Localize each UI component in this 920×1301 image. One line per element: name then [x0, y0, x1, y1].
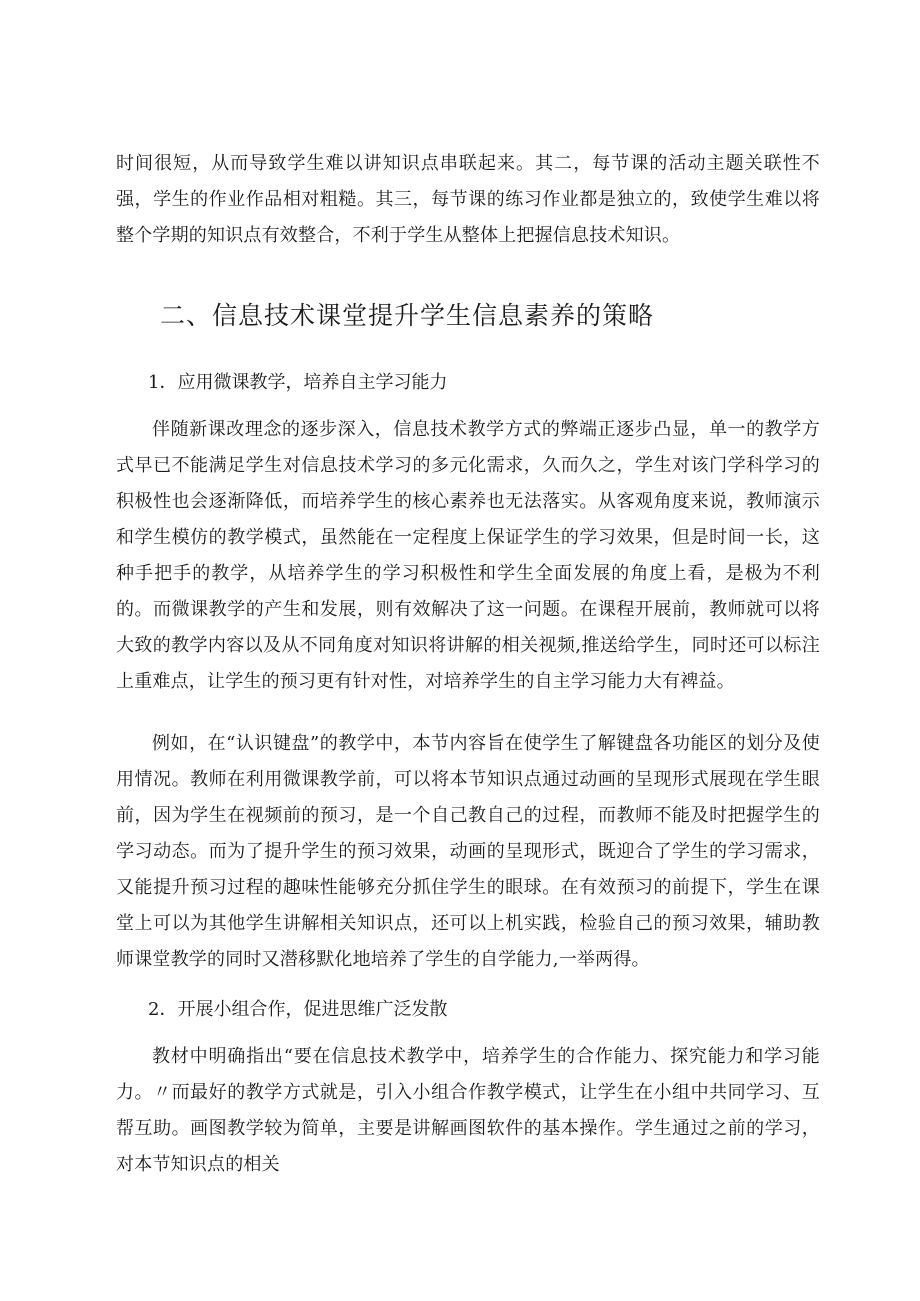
subsection-2-title: 2．开展小组合作，促进思维广泛发散 [148, 999, 448, 1020]
section-heading: 二、信息技术课堂提升学生信息素养的策略 [160, 301, 655, 330]
subsection-1-paragraph-1: 伴随新课改理念的逐步深入，信息技术教学方式的弊端正逐步凸显，单一的教学方式早已不能满足学生对信息技术学习的多元化需求，久而久之，学生对该门学科学习的积极性也会逐渐降低，而培养学生的核心素养也无法落实。从客观角度来说，教师演示和学生模仿的教学模式，虽然能在一定程度上保证学生的学习效果，但是时间一长，这种手把手的教学，从培养学生的学习积极性和学生全面发展的角度上看，是极为不利的。而微课教学的产生和发展，则有效解决了这一问题。在课程开展前，教师就可以将大致的教学内容以及从不同角度对知识将讲解的相关视频,推送给学生，同时还可以标注上重难点，让学生的预习更有针对性，对培养学生的自主学习能力大有裨益。 [116, 419, 820, 692]
subsection-1-paragraph-2: 例如，在“认识键盘”的教学中，本节内容旨在使学生了解键盘各功能区的划分及使用情况。教师在利用微课教学前，可以将本节知识点通过动画的呈现形式展现在学生眼前，因为学生在视频前的预习，是一个自己教自己的过程，而教师不能及时把握学生的学习动态。而为了提升学生的预习效果，动画的呈现形式，既迎合了学生的学习需求，又能提升预习过程的趣味性能够充分抓住学生的眼球。在有效预习的前提下，学生在课堂上可以为其他学生讲解相关知识点，还可以上机实践，检验自己的预习效果，辅助教师课堂教学的同时又潜移默化地培养了学生的自学能力,一举两得。 [116, 733, 820, 970]
intro-paragraph: 时间很短，从而导致学生难以讲知识点串联起来。其二，每节课的活动主题关联性不强，学生的作业作品相对粗糙。其三，每节课的练习作业都是独立的，致使学生难以将整个学期的知识点有效整合，不利于学生从整体上把握信息技术知识。 [116, 153, 820, 246]
subsection-1-title: 1．应用微课教学，培养自主学习能力 [148, 372, 448, 393]
subsection-2-paragraph-1: 教材中明确指出“要在信息技术教学中，培养学生的合作能力、探究能力和学习能力。〃而最好的教学方式就是，引入小组合作教学模式，让学生在小组中共同学习、互帮互助。画图教学较为简单，主要是讲解画图软件的基本操作。学生通过之前的学习，对本节知识点的相关 [116, 1046, 820, 1175]
